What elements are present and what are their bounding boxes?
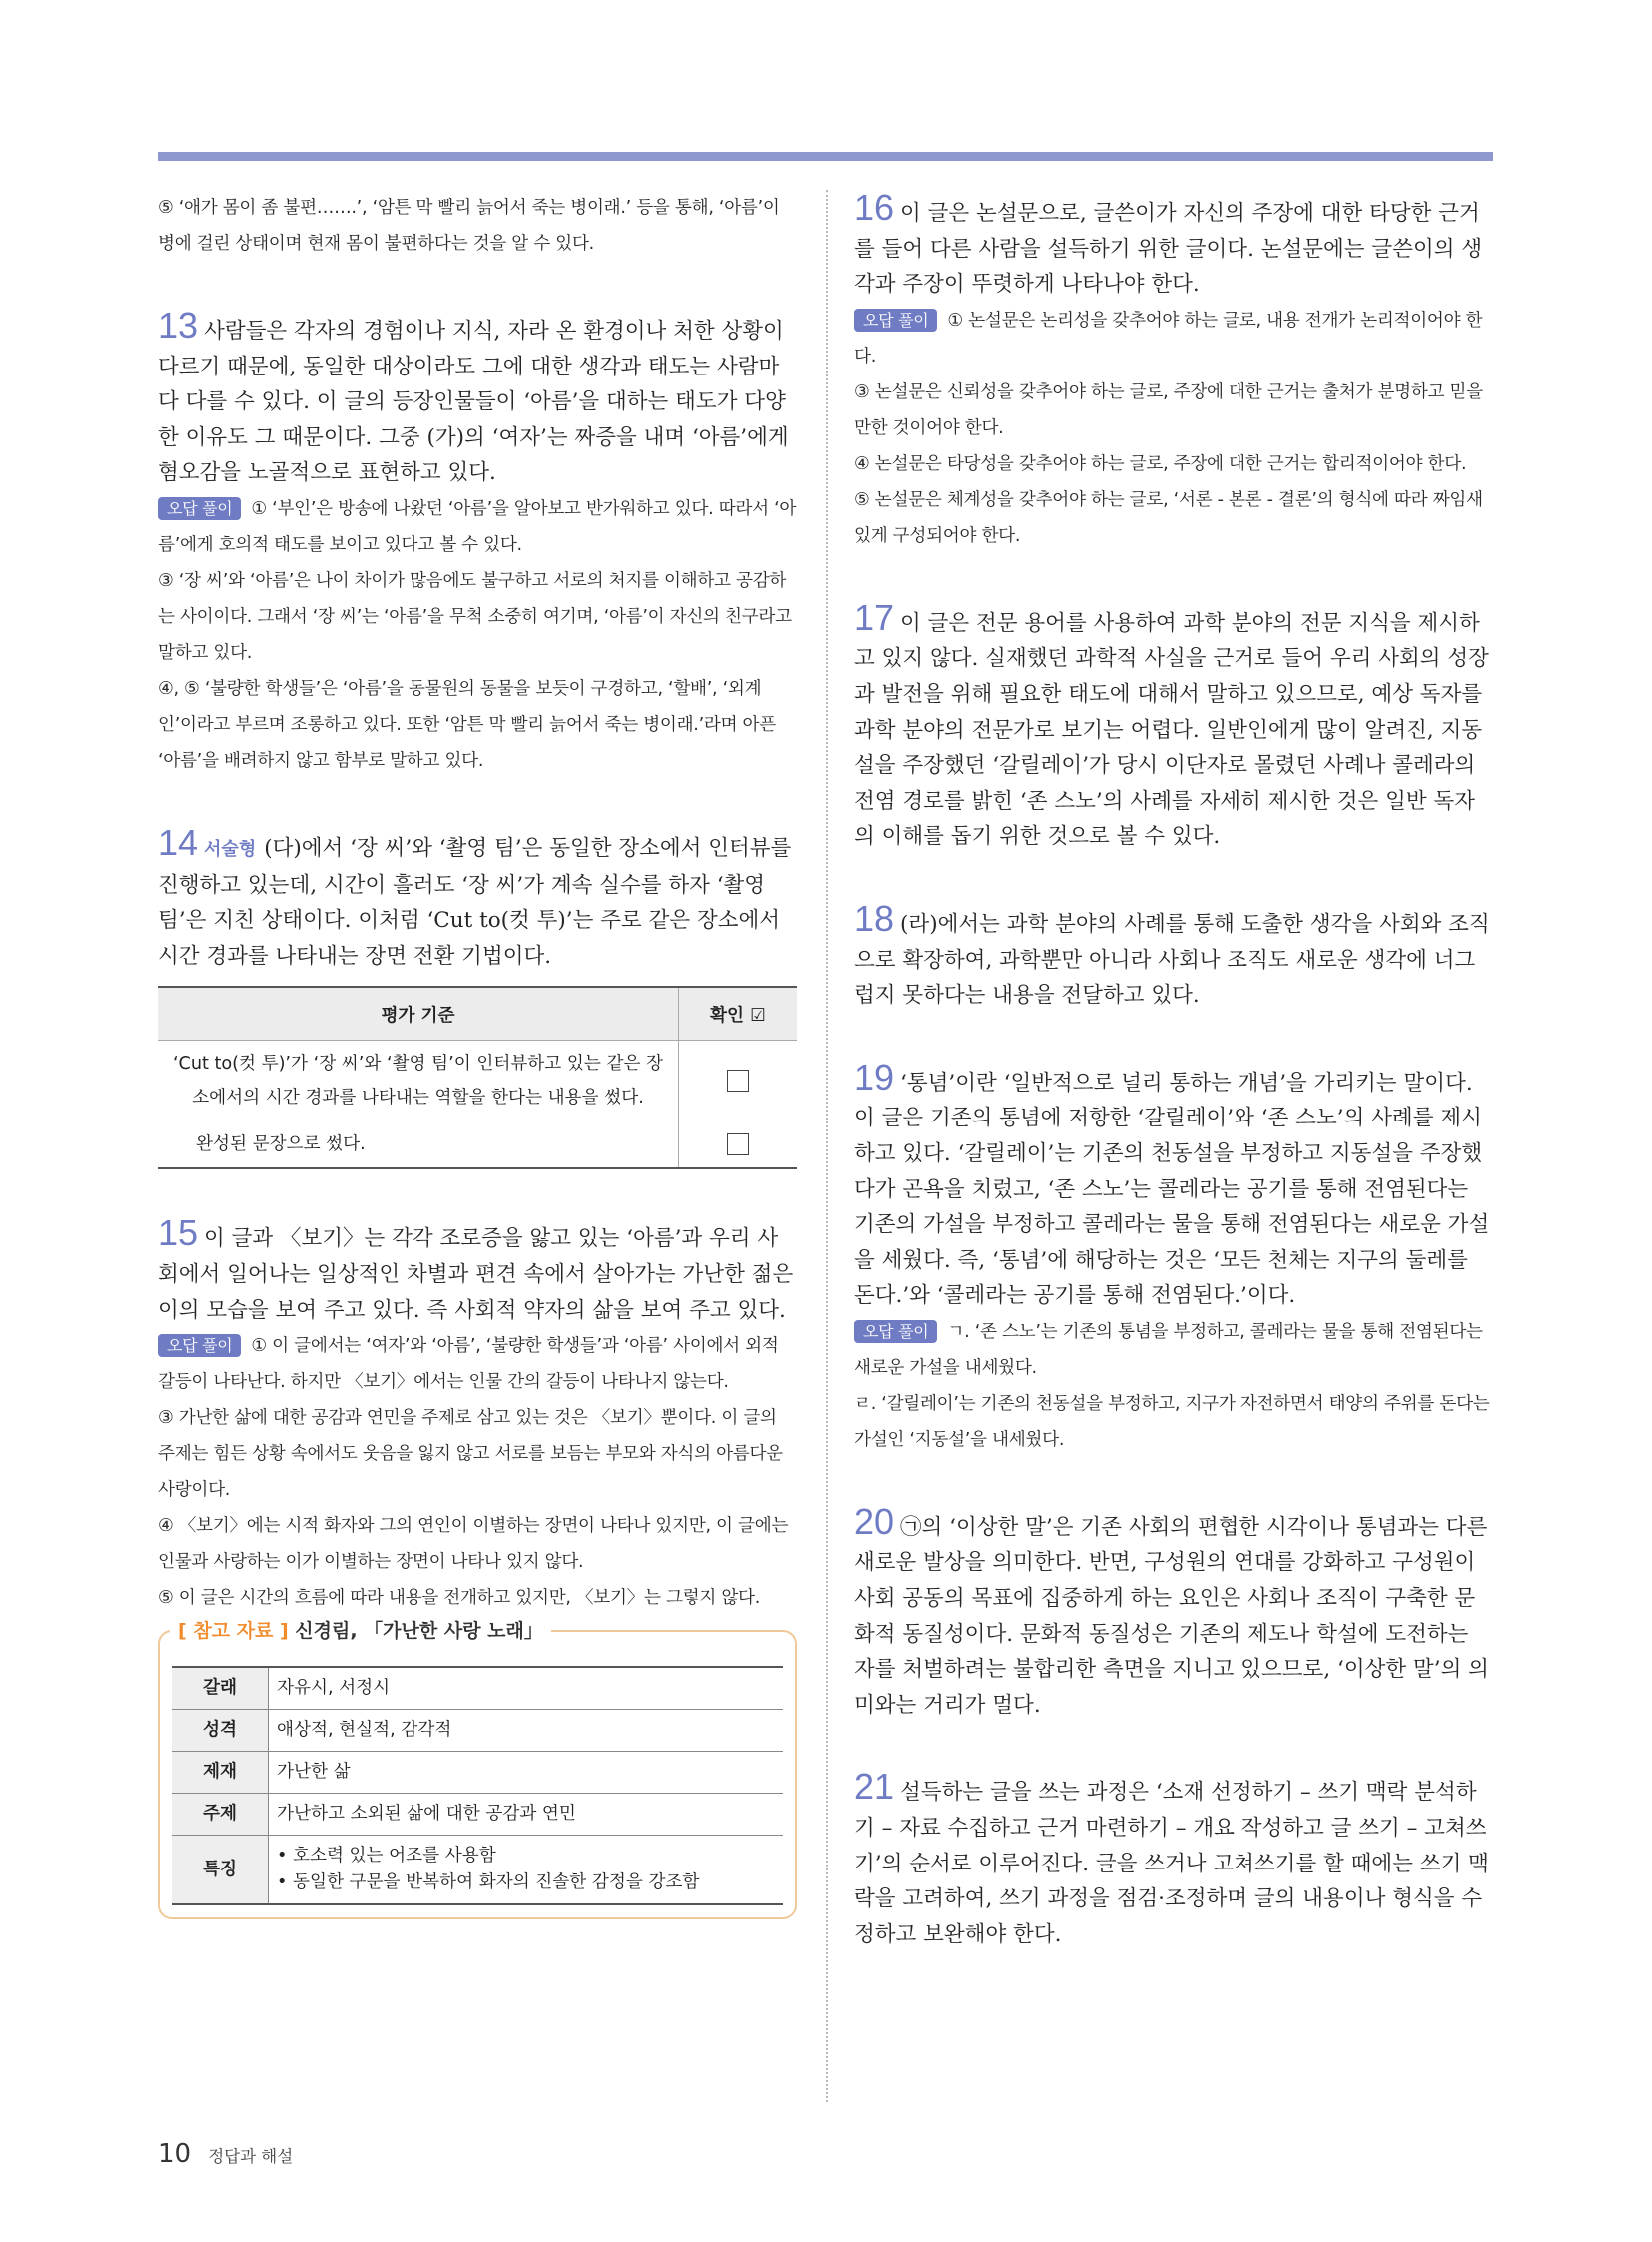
- q16-text: 이 글은 논설문으로, 글쓴이가 자신의 주장에 대한 타당한 근거를 들어 다른 사람을 설득하기 위한 글이다. 논설문에는 글쓴이의 생각과 주장이 뚜렷하게 나타나야 한다.: [854, 201, 1483, 298]
- q18-body: [854, 897, 1493, 1014]
- q13-number: 13: [158, 305, 199, 346]
- q16-note-1-text: ① 논설문은 논리성을 갖추어야 하는 글로, 내용 전개가 논리적이어야 한다.: [854, 310, 1483, 367]
- left-column: [158, 190, 797, 1919]
- eval-criteria-1: ‘Cut to(컷 투)’가 ‘장 씨’와 ‘촬영 팀’이 인터뷰하고 있는 같은 장소에서의 시간 경과를 나타내는 역할을 한다는 내용을 썼다.: [158, 1041, 679, 1121]
- column-divider: [826, 190, 828, 2102]
- q14-evaluation-table: [158, 986, 797, 1169]
- q15-note-1: [158, 1328, 797, 1400]
- q21-text: 설득하는 글을 쓰는 과정은 ‘소재 선정하기 – 쓰기 맥락 분석하기 – 자료 수집하고 근거 마련하기 – 개요 작성하고 글 쓰기 – 고쳐쓰기’의 순서로 이루어진다. 글을 쓰거나 고쳐쓰기를 할 때에는 쓰기 맥락을 고려하여, 쓰기 과정을 점검·조정하며 글의 내용이나 형식을 수정하고 보완해야 한다.: [854, 1780, 1489, 1947]
- q19-note-1-text: ㄱ. ‘존 스노’는 기존의 통념을 부정하고, 콜레라는 물을 통해 전염된다는 새로운 가설을 내세웠다.: [854, 1321, 1483, 1378]
- q17-number: 17: [854, 596, 895, 638]
- q18-number: 18: [854, 897, 895, 939]
- ref-value: 애상적, 현실적, 감각적: [269, 1710, 784, 1752]
- q16-body: [854, 187, 1493, 303]
- q21-number: 21: [854, 1766, 895, 1808]
- q18-text: (라)에서는 과학 분야의 사례를 통해 도출한 생각을 사회와 조직으로 확장하여, 과학뿐만 아니라 사회나 조직도 새로운 생각에 너그럽지 못하다는 내용을 전달하고 있다.: [854, 911, 1490, 1009]
- q16-note-4: ⑤ 논설문은 체계성을 갖추어야 하는 글로, ‘서론 - 본론 - 결론’의 형식에 따라 짜임새 있게 구성되어야 한다.: [854, 489, 1483, 546]
- eval-checkbox-2[interactable]: [727, 1133, 749, 1155]
- ref-value: 자유시, 서정시: [269, 1667, 784, 1710]
- q16-note-3: ④ 논설문은 타당성을 갖추어야 하는 글로, 주장에 대한 근거는 합리적이어야 한다.: [854, 453, 1467, 474]
- reference-label: [ 참고 자료 ]: [178, 1620, 289, 1643]
- q13-wrong-answer-badge: 오답 풀이: [158, 497, 241, 520]
- table-row: [172, 1836, 783, 1905]
- footer-label: 정답과 해설: [208, 2147, 294, 2166]
- q15-note-4: ⑤ 이 글은 시간의 흐름에 따라 내용을 전개하고 있지만, 〈보기〉는 그렇지 않다.: [158, 1588, 761, 1609]
- q14-text: (다)에서 ‘장 씨’와 ‘촬영 팀’은 동일한 장소에서 인터뷰를 진행하고 있는데, 시간이 흘러도 ‘장 씨’가 계속 실수를 하자 ‘촬영 팀’은 지친 상태이다. 이처럼 ‘Cut to(컷 투)’는 주로 같은 장소에서 시간 경과를 나타내는 장면 전환 기법이다.: [158, 835, 792, 969]
- reference-table: [172, 1666, 783, 1905]
- page-number: 10: [158, 2139, 192, 2169]
- ref-key: 제재: [172, 1752, 269, 1794]
- q13-note-3: ④, ⑤ ‘불량한 학생들’은 ‘아름’을 동물원의 동물을 보듯이 구경하고, ‘할배’, ‘외계인’이라고 부르며 조롱하고 있다. 또한 ‘암튼 막 빨리 늙어서 죽는 병이래.’라며 아픈 ‘아름’을 배려하지 않고 함부로 말하고 있다.: [158, 678, 776, 771]
- table-row: [158, 1041, 797, 1121]
- table-row: [158, 1121, 797, 1169]
- q17-text: 이 글은 전문 용어를 사용하여 과학 분야의 전문 지식을 제시하고 있지 않다. 실재했던 과학적 사실을 근거로 들어 우리 사회의 성장과 발전을 위해 필요한 태도에 대해서 말하고 있으므로, 예상 독자를 과학 분야의 전문가로 보기는 어렵다. 일반인에게 많이 알려진, 지동설을 주장했던 ‘갈릴레이’가 당시 이단자로 몰렸던 사례나 콜레라의 전염 경로를 밝힌 ‘존 스노’의 사례를 자세히 제시한 것은 일반 독자의 이해를 돕기 위한 것으로 볼 수 있다.: [854, 610, 1489, 850]
- q15-number: 15: [158, 1212, 199, 1254]
- q15-note-1-text: ① 이 글에서는 ‘여자’와 ‘아름’, ‘불량한 학생들’과 ‘아름’ 사이에서 외적 갈등이 나타난다. 하지만 〈보기〉에서는 인물 간의 갈등이 나타나지 않는다.: [158, 1336, 779, 1393]
- q19-body: [854, 1056, 1493, 1314]
- table-row: [172, 1667, 783, 1710]
- page-footer: [158, 2139, 293, 2169]
- q16-note-1: [854, 303, 1493, 374]
- reference-title: [170, 1616, 551, 1643]
- q19-number: 19: [854, 1056, 895, 1098]
- q16-note-2: ③ 논설문은 신뢰성을 갖추어야 하는 글로, 주장에 대한 근거는 출처가 분명하고 믿을 만한 것이어야 한다.: [854, 381, 1483, 438]
- ref-key: 성격: [172, 1710, 269, 1752]
- q20-number: 20: [854, 1500, 895, 1542]
- table-row: [172, 1710, 783, 1752]
- q19-note-1: [854, 1314, 1493, 1386]
- q21-body: [854, 1766, 1493, 1952]
- question-13: [158, 305, 797, 779]
- q15-text: 이 글과 〈보기〉는 각각 조로증을 앓고 있는 ‘아름’과 우리 사회에서 일어나는 일상적인 차별과 편견 속에서 살아가는 가난한 젊은이의 모습을 보여 주고 있다. 즉 사회적 약자의 삶을 보여 주고 있다.: [158, 1226, 794, 1323]
- q15-note-2: ③ 가난한 삶에 대한 공감과 연민을 주제로 삼고 있는 것은 〈보기〉뿐이다. 이 글의 주제는 힘든 상황 속에서도 웃음을 잃지 않고 서로를 보듬는 부모와 자식의 아름다운 사랑이다.: [158, 1408, 783, 1501]
- ref-feature-2: • 동일한 구문을 반복하여 화자의 진솔한 감정을 강조함: [277, 1872, 700, 1893]
- ref-key: 특징: [172, 1836, 269, 1905]
- q19-note-2: ㄹ. ‘갈릴레이’는 기존의 천동설을 부정하고, 지구가 자전하면서 태양의 주위를 돈다는 가설인 ‘지동설’을 내세웠다.: [854, 1393, 1490, 1450]
- ref-value: 가난한 삶: [269, 1752, 784, 1794]
- table-row: [172, 1752, 783, 1794]
- top-rule: [158, 152, 1493, 161]
- ref-feature-1: • 호소력 있는 어조를 사용함: [277, 1846, 496, 1867]
- q16-number: 16: [854, 187, 895, 228]
- eval-header-criteria: 평가 기준: [158, 987, 679, 1041]
- q12-tail-note: ⑤ ‘애가 몸이 좀 불편…….’, ‘암튼 막 빨리 늙어서 죽는 병이래.’ 등을 통해, ‘아름’이 병에 걸린 상태이며 현재 몸이 불편하다는 것을 알 수 있다.: [158, 198, 780, 254]
- question-18: [854, 897, 1493, 1014]
- reference-work-title: 신경림, 「가난한 사랑 노래」: [295, 1620, 543, 1643]
- q13-note-2: ③ ‘장 씨’와 ‘아름’은 나이 차이가 많음에도 불구하고 서로의 처지를 이해하고 공감하는 사이이다. 그래서 ‘장 씨’는 ‘아름’을 무척 소중히 여기며, ‘아름’이 자신의 친구라고 말하고 있다.: [158, 570, 792, 663]
- q19-text: ‘통념’이란 ‘일반적으로 널리 통하는 개념’을 가리키는 말이다. 이 글은 기존의 통념에 저항한 ‘갈릴레이’와 ‘존 스노’의 사례를 제시하고 있다. ‘갈릴레이’는 기존의 천동설을 부정하고 지동설을 주장했다가 곤욕을 치렀고, ‘존 스노’는 콜레라는 공기를 통해 전염된다는 기존의 가설을 부정하고 콜레라는 물을 통해 전염된다는 새로운 가설을 세웠다. 즉, ‘통념’에 해당하는 것은 ‘모든 천체는 지구의 둘레를 돈다.’와 ‘콜레라는 공기를 통해 전염된다.’이다.: [854, 1070, 1490, 1309]
- eval-checkbox-1[interactable]: [727, 1070, 749, 1092]
- q20-text: ㉠의 ‘이상한 말’은 기존 사회의 편협한 시각이나 통념과는 다른 새로운 발상을 의미한다. 반면, 구성원의 연대를 강화하고 구성원이 사회 공동의 목표에 집중하게 하는 요인은 사회나 조직이 구축한 문화적 동질성이다. 문화적 동질성은 기존의 제도나 학설에 도전하는 자를 처벌하려는 불합리한 측면을 지니고 있으므로, ‘이상한 말’의 의미와는 거리가 멀다.: [854, 1514, 1489, 1718]
- question-16: [854, 187, 1493, 554]
- eval-header-check: 확인 ☑: [679, 987, 798, 1041]
- q20-body: [854, 1500, 1493, 1724]
- q15-wrong-answer-badge: 오답 풀이: [158, 1334, 241, 1357]
- q14-essay-tag: 서술형: [204, 838, 257, 860]
- reference-box: [158, 1620, 797, 1919]
- ref-key: 갈래: [172, 1667, 269, 1710]
- question-20: [854, 1500, 1493, 1724]
- question-17: [854, 596, 1493, 855]
- ref-features: [269, 1836, 784, 1905]
- q19-wrong-answer-badge: 오답 풀이: [854, 1320, 937, 1343]
- ref-value: 가난하고 소외된 삶에 대한 공감과 연민: [269, 1794, 784, 1836]
- q17-body: [854, 596, 1493, 855]
- q13-text: 사람들은 각자의 경험이나 지식, 자라 온 환경이나 처한 상황이 다르기 때문에, 동일한 대상이라도 그에 대한 생각과 태도는 사람마다 다를 수 있다. 이 글의 등장인물들이 ‘아름’을 대하는 태도가 다양한 이유도 그 때문이다. 그중 (가)의 ‘여자’는 짜증을 내며 ‘아름’에게 혐오감을 노골적으로 표현하고 있다.: [158, 319, 789, 486]
- q15-note-3: ④ 〈보기〉에는 시적 화자와 그의 연인이 이별하는 장면이 나타나 있지만, 이 글에는 인물과 사랑하는 이가 이별하는 장면이 나타나 있지 않다.: [158, 1516, 789, 1573]
- eval-criteria-2: 완성된 문장으로 썼다.: [158, 1121, 679, 1169]
- right-column: [854, 187, 1493, 1952]
- q14-body: [158, 821, 797, 974]
- q13-note-1-text: ① ‘부인’은 방송에 나왔던 ‘아름’을 알아보고 반가워하고 있다. 따라서 ‘아름’에게 호의적 태도를 보이고 있다고 볼 수 있다.: [158, 498, 797, 555]
- ref-key: 주제: [172, 1794, 269, 1836]
- table-row: [172, 1794, 783, 1836]
- q16-wrong-answer-badge: 오답 풀이: [854, 309, 937, 332]
- question-19: [854, 1056, 1493, 1458]
- question-14: [158, 821, 797, 1169]
- q14-number: 14: [158, 821, 199, 863]
- question-15: [158, 1212, 797, 1616]
- q15-body: [158, 1212, 797, 1328]
- q13-body: [158, 305, 797, 491]
- q13-note-1: [158, 491, 797, 563]
- question-21: [854, 1766, 1493, 1952]
